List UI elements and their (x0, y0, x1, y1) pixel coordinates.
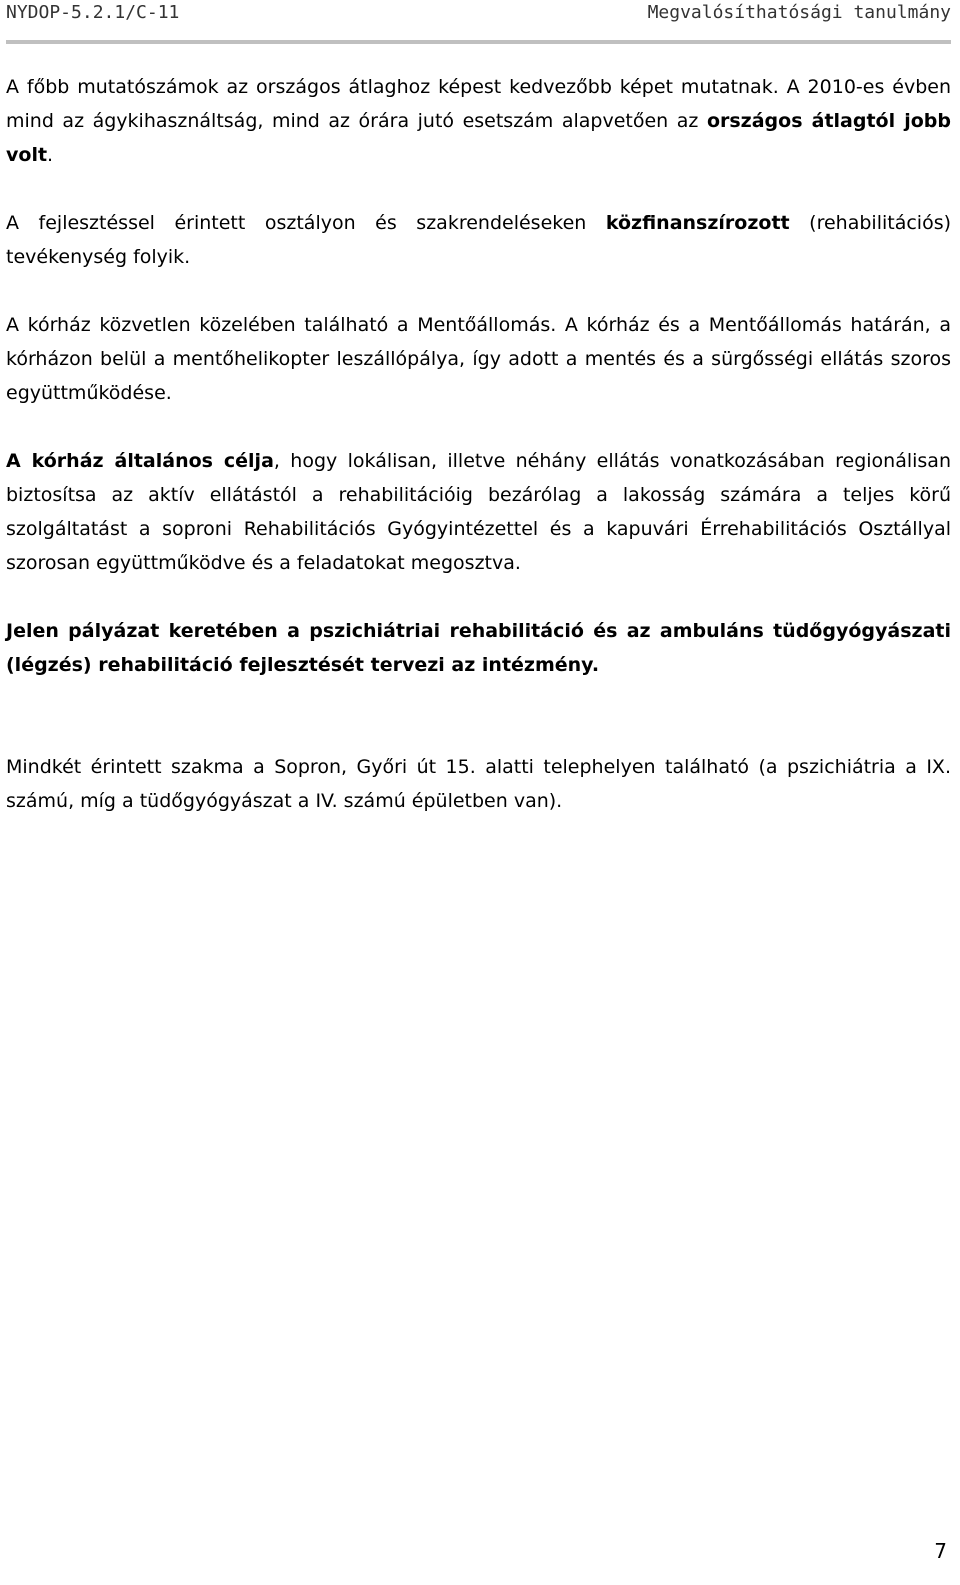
paragraph-text: Mindkét érintett szakma a Sopron, Győri út 15. alatti telephelyen található (a pszichiátria a IX. számú, míg a tüdőgyógyászat a IV. számú épületben van). (6, 756, 951, 812)
paragraph-text: A fejlesztéssel érintett osztályon és szakrendeléseken (6, 212, 606, 234)
paragraph-project (6, 614, 951, 682)
paragraph-text: , hogy lokálisan, illetve néhány ellátás vonatkozásában regionálisan biztosítsa az aktív ellátástól a rehabilitációig bezárólag a lakosság számára a teljes körű szolgáltatást a soproni Rehabilitációs Gyógyintézettel és a kapuvári Érrehabilitációs Osztállyal szorosan együttműködve és a feladatokat megosztva. (6, 450, 951, 574)
paragraph-goal (6, 444, 951, 580)
paragraph-text: A kórház közvetlen közelében található a Mentőállomás. A kórház és a Mentőállomás határán, a kórházon belül a mentőhelikopter leszállópálya, így adott a mentés és a sürgősségi ellátás szoros együttműködése. (6, 314, 951, 404)
bold-phrase: közfinanszírozott (605, 212, 790, 234)
document-title: Megvalósíthatósági tanulmány (647, 2, 951, 23)
page-number: 7 (934, 1539, 947, 1563)
paragraph-text: . (47, 144, 54, 166)
paragraph-text: (rehabilitációs) tevékenység folyik. (6, 212, 952, 268)
paragraph-financing (6, 206, 951, 274)
document-code: NYDOP-5.2.1/C-11 (6, 2, 180, 23)
page-header (6, 0, 951, 44)
document-body (6, 70, 951, 818)
paragraph-ambulance (6, 308, 951, 410)
bold-phrase: Jelen pályázat keretében a pszichiátriai rehabilitáció és az ambuláns tüdőgyógyászati (légzés) rehabilitáció fejlesztését tervezi az intézmény. (6, 620, 951, 676)
paragraph-text: A főbb mutatószámok az országos átlaghoz képest kedvezőbb képet mutatnak. A 2010-es évben mind az ágykihasználtság, mind az órára jutó esetszám alapvetően az (6, 76, 951, 132)
paragraph-locations (6, 750, 951, 818)
bold-phrase: országos átlagtól jobb volt (6, 110, 951, 166)
paragraph-indicators (6, 70, 951, 172)
bold-phrase: A kórház általános célja (6, 450, 274, 472)
